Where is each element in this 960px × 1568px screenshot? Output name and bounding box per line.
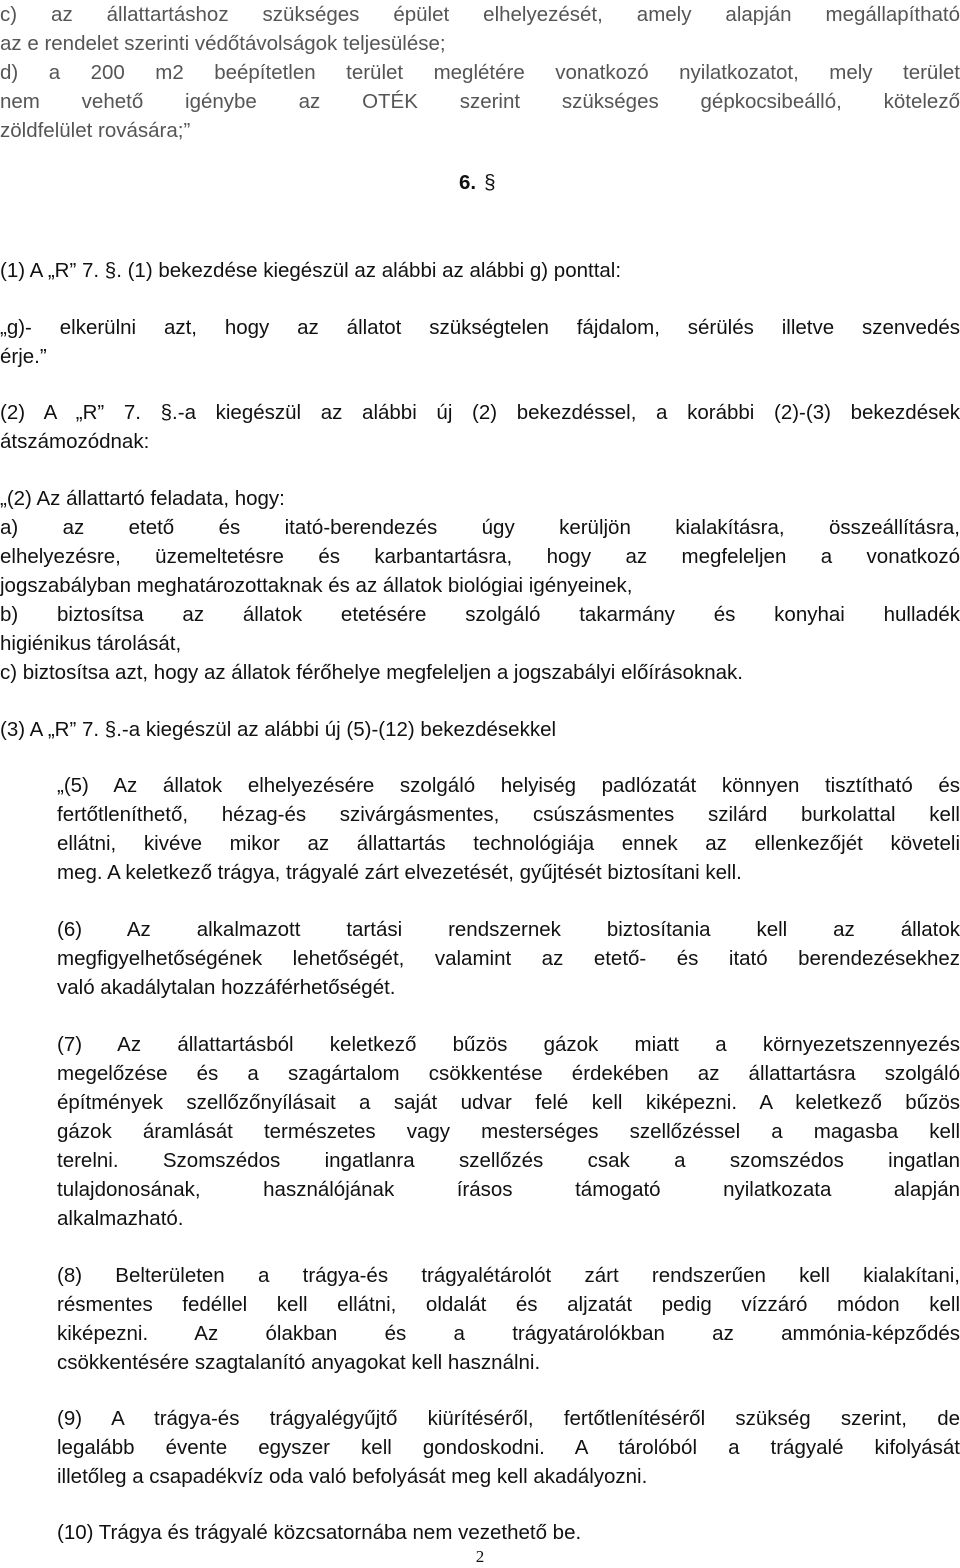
text-line: (9) A trágya-és trágyalégyűjtő kiürítéséről, fertőtlenítéséről szükség szerint, de	[57, 1407, 960, 1430]
text-line: való akadálytalan hozzáférhetőségét.	[57, 976, 396, 999]
text-line: (3) A „R” 7. §.-a kiegészül az alábbi új (5)-(12) bekezdésekkel	[0, 718, 557, 741]
text-line: „(5) Az állatok elhelyezésére szolgáló helyiség padlózatát könnyen tisztítható és	[57, 774, 960, 797]
page-number: 2	[475, 1547, 485, 1566]
text-line: c) az állattartáshoz szükséges épület elhelyezését, amely alapján megállapítható	[0, 3, 960, 26]
text-line: b) biztosítsa az állatok etetésére szolgáló takarmány és konyhai hulladék	[0, 603, 960, 626]
text-line: „(2) Az állattartó feladata, hogy:	[0, 487, 285, 510]
text-line: zöldfelület rovására;”	[0, 119, 191, 142]
text-line: c) biztosítsa azt, hogy az állatok férőhelye megfeleljen a jogszabályi előírásoknak.	[0, 661, 743, 684]
text-line: kiképezni. Az ólakban és a trágyatárolókban az ammónia-képződés	[57, 1322, 960, 1345]
text-line: (1) A „R” 7. §. (1) bekezdése kiegészül az alábbi az alábbi g) ponttal:	[0, 259, 622, 282]
section-number: 6.	[459, 171, 477, 194]
text-line: (8) Belterületen a trágya-és trágyalétárolót zárt rendszerűen kell kialakítani,	[57, 1264, 960, 1287]
text-line: résmentes fedéllel kell ellátni, oldalát és aljzatát pedig vízzáró módon kell	[57, 1293, 960, 1316]
text-line: meg. A keletkező trágya, trágyalé zárt elvezetését, gyűjtését biztosítani kell.	[57, 861, 742, 884]
text-line: a) az etető és itató-berendezés úgy kerüljön kialakításra, összeállításra,	[0, 516, 960, 539]
text-line: nem vehető igénybe az OTÉK szerint szükséges gépkocsibeálló, kötelező	[0, 90, 960, 113]
text-line: (6) Az alkalmazott tartási rendszernek biztosítania kell az állatok	[57, 918, 960, 941]
text-line: terelni. Szomszédos ingatlanra szellőzés csak a szomszédos ingatlan	[57, 1149, 960, 1172]
text-line: (2) A „R” 7. §.-a kiegészül az alábbi új (2) bekezdéssel, a korábbi (2)-(3) bekezdések	[0, 401, 960, 424]
section-heading	[459, 168, 496, 197]
text-line: fertőtleníthető, hézag-és szivárgásmentes, csúszásmentes szilárd burkolattal kell	[57, 803, 960, 826]
text-line: gázok áramlását természetes vagy mesterséges szellőzéssel a magasba kell	[57, 1120, 960, 1143]
text-line: az e rendelet szerinti védőtávolságok teljesülése;	[0, 32, 446, 55]
text-line: ellátni, kivéve mikor az állattartás technológiája ennek az ellenkezőjét követeli	[57, 832, 960, 855]
text-line: legalább évente egyszer kell gondoskodni. A tárolóból a trágyalé kifolyását	[57, 1436, 960, 1459]
text-line: tulajdonosának, használójának írásos támogató nyilatkozata alapján	[57, 1178, 960, 1201]
text-line: illetőleg a csapadékvíz oda való befolyását meg kell akadályozni.	[57, 1465, 648, 1488]
text-line: érje.”	[0, 345, 47, 368]
text-line: d) a 200 m2 beépítetlen terület meglétére vonatkozó nyilatkozatot, mely terület	[0, 61, 960, 84]
text-line: jogszabályban meghatározottaknak és az állatok biológiai igényeinek,	[0, 574, 633, 597]
text-line: „g)- elkerülni azt, hogy az állatot szükségtelen fájdalom, sérülés illetve szenvedés	[0, 316, 960, 339]
text-line: (10) Trágya és trágyalé közcsatornába nem vezethető be.	[57, 1521, 582, 1544]
text-line: megelőzése és a szagártalom csökkentése érdekében az állattartásra szolgáló	[57, 1062, 960, 1085]
text-line: megfigyelhetőségének lehetőségét, valamint az etető- és itató berendezésekhez	[57, 947, 960, 970]
text-line: elhelyezésre, üzemeltetésre és karbantartásra, hogy az megfeleljen a vonatkozó	[0, 545, 960, 568]
text-line: csökkentésére szagtalanító anyagokat kell használni.	[57, 1351, 541, 1374]
section-symbol: §	[484, 171, 496, 194]
text-line: átszámozódnak:	[0, 430, 150, 453]
text-line: alkalmazható.	[57, 1207, 184, 1230]
text-line: építmények szellőzőnyílásait a saját udvar felé kell kiképezni. A keletkező bűzös	[57, 1091, 960, 1114]
text-line: (7) Az állattartásból keletkező bűzös gázok miatt a környezetszennyezés	[57, 1033, 960, 1056]
text-line: higiénikus tárolását,	[0, 632, 182, 655]
